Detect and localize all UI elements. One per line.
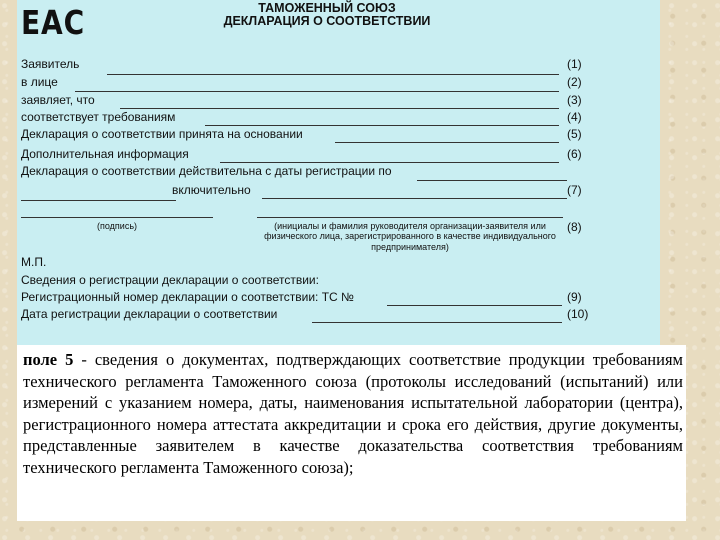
field-basis-label: Декларация о соответствии принята на основании <box>21 127 303 141</box>
field-5-explanation <box>17 345 686 521</box>
head-name-line[interactable] <box>257 217 563 218</box>
field-additional-info-line[interactable] <box>220 162 559 163</box>
field-declares-number: (3) <box>567 93 582 107</box>
field-additional-info-label: Дополнительная информация <box>21 147 189 161</box>
field-requirements-label: соответствует требованиям <box>21 110 176 124</box>
reg-number-line[interactable] <box>387 305 562 306</box>
reg-date-line[interactable] <box>312 322 562 323</box>
signature-number: (8) <box>567 220 582 234</box>
field-requirements-number: (4) <box>567 110 582 124</box>
signature-caption: (подпись) <box>96 221 138 231</box>
form-title-union: ТАМОЖЕННЫЙ СОЮЗ <box>258 1 396 15</box>
field-additional-info-number: (6) <box>567 147 582 161</box>
field-valid-until-line[interactable] <box>417 180 567 181</box>
field-inclusive-label: включительно <box>172 183 251 197</box>
reg-number-label: Регистрационный номер декларации о соответствии: ТС № <box>21 290 354 304</box>
field-valid-until-label: Декларация о соответствии действительна с даты регистрации по <box>21 164 392 178</box>
field-basis-number: (5) <box>567 127 582 141</box>
field-applicant-label: Заявитель <box>21 57 80 71</box>
explanation-text: - сведения о документах, подтверждающих соответствие продукции требованиям технического регламента Таможенного союза (протоколы исследований (испытаний) или измерений с указанием номера, даты, наименования испытательной лаборатории (центра), регистрационного номера аттестата аккредитации и срока его действия, другие документы, представленные заявителем в качестве доказательства соответствия требованиям технического регламента Таможенного союза); <box>23 350 683 477</box>
reg-date-number: (10) <box>567 307 589 321</box>
field-represented-by-number: (2) <box>567 75 582 89</box>
reg-number-number: (9) <box>567 290 582 304</box>
head-name-caption: (инициалы и фамилия руководителя организации-заявителя или физического лица, зарегистрированного в качестве индивидуального предпринимателя) <box>264 221 556 252</box>
explanation-paragraph <box>23 349 683 479</box>
registration-heading: Сведения о регистрации декларации о соответствии: <box>21 273 319 287</box>
reg-date-label: Дата регистрации декларации о соответствии <box>21 307 278 321</box>
field-declares-label: заявляет, что <box>21 93 95 107</box>
field-valid-from-line[interactable] <box>21 200 176 201</box>
explanation-field-label: поле 5 <box>23 350 74 369</box>
stamp-label: М.П. <box>21 255 47 269</box>
field-requirements-line[interactable] <box>205 125 559 126</box>
field-basis-line[interactable] <box>335 142 559 143</box>
signature-line[interactable] <box>21 217 213 218</box>
field-represented-by-label: в лице <box>21 75 58 89</box>
eac-logo: ЕАС <box>21 3 86 42</box>
declaration-form <box>17 0 660 345</box>
field-represented-by-line[interactable] <box>75 91 559 92</box>
field-valid-until-number: (7) <box>567 183 582 197</box>
field-applicant-line[interactable] <box>107 74 559 75</box>
field-declares-line[interactable] <box>120 108 559 109</box>
field-applicant-number: (1) <box>567 57 582 71</box>
field-inclusive-line[interactable] <box>262 198 567 199</box>
form-title-declaration: ДЕКЛАРАЦИЯ О СООТВЕТСТВИИ <box>223 14 431 28</box>
